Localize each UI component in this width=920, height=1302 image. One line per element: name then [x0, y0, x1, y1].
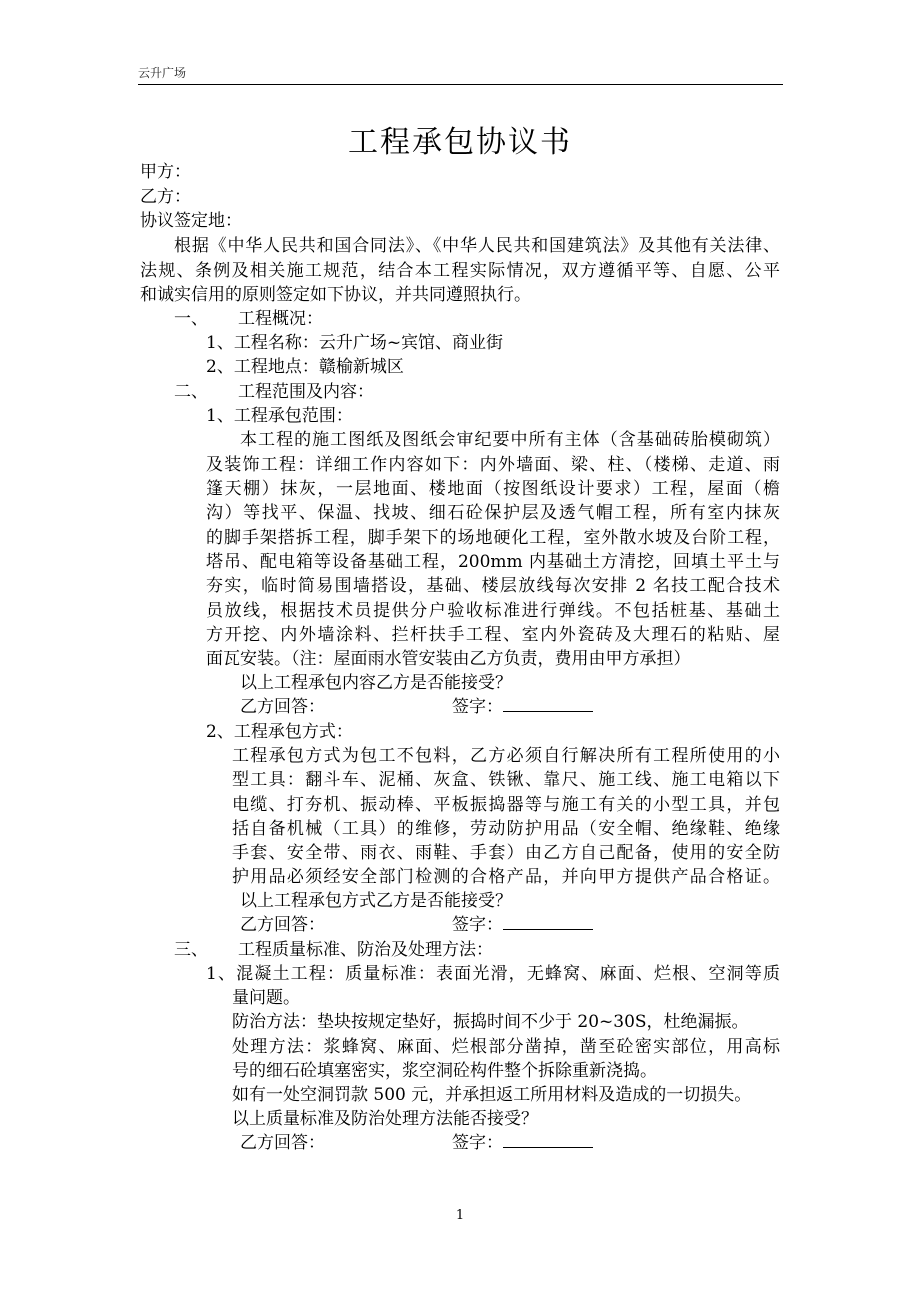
scope-line-8: 员放线，根据技术员提供分户验收标准进行弹线。不包括桩基、基础土	[206, 601, 780, 621]
section-1-number: 一、	[174, 309, 208, 329]
intro-line-1: 根据《中华人民共和国合同法》、《中华人民共和国建筑法》及其他有关法律、	[174, 236, 780, 256]
signature-line-3	[503, 1131, 593, 1148]
method-line-6: 护用品必须经安全部门检测的合格产品，并向甲方提供产品合格证。	[232, 867, 780, 887]
answer-label-1: 乙方回答：	[240, 697, 325, 717]
penalty-clause: 如有一处空洞罚款 500 元，并承担返工所用材料及造成的一切损失。	[232, 1085, 752, 1105]
party-b-label: 乙方：	[140, 187, 191, 207]
scope-line-10: 面瓦安装。（注：屋面雨水管安装由乙方负责，费用由甲方承担）	[206, 649, 691, 669]
sign-label-1: 签字：	[452, 697, 503, 717]
sign-field-1	[452, 695, 593, 719]
scope-line-7: 夯实，临时简易围墙搭设，基础、楼层放线每次安排 2 名技工配合技术	[206, 576, 780, 596]
intro-line-2: 法规、条例及相关施工规范，结合本工程实际情况，双方遵循平等、自愿、公平	[140, 261, 780, 281]
section-2-title: 工程范围及内容：	[238, 382, 374, 402]
answer-label-2: 乙方回答：	[240, 915, 325, 935]
sign-field-3	[452, 1131, 593, 1155]
page-header: 云升广场	[138, 66, 187, 80]
sign-field-2	[452, 913, 593, 937]
section-3-title: 工程质量标准、防治及处理方法：	[238, 940, 493, 960]
question-1: 以上工程承包内容乙方是否能接受？	[240, 673, 512, 693]
section-2-item-2-title: 2、工程承包方式：	[206, 722, 353, 742]
scope-line-2: 及装饰工程：详细工作内容如下：内外墙面、梁、柱、（楼梯、走道、雨	[206, 455, 780, 475]
scope-line-4: 沟）等找平、保温、找坡、细石砼保护层及透气帽工程，所有室内抹灰	[206, 503, 780, 523]
scope-line-1: 本工程的施工图纸及图纸会审纪要中所有主体（含基础砖胎模砌筑）	[240, 430, 780, 450]
concrete-standard-line-1: 1、混凝土工程：质量标准：表面光滑，无蜂窝、麻面、烂根、空洞等质	[206, 964, 780, 984]
question-2: 以上工程承包方式乙方是否能接受？	[240, 891, 512, 911]
prevention-method: 防治方法：垫块按规定垫好，振捣时间不少于 20~30S，杜绝漏振。	[232, 1012, 749, 1032]
method-line-2: 型工具：翻斗车、泥桶、灰盒、铁锹、靠尺、施工线、施工电箱以下	[232, 770, 780, 790]
scope-line-5: 的脚手架搭拆工程，脚手架下的场地硬化工程，室外散水坡及台阶工程，	[206, 528, 780, 548]
method-line-1: 工程承包方式为包工不包料，乙方必须自行解决所有工程所使用的小	[232, 746, 780, 766]
agreement-place-label: 协议签定地：	[140, 211, 242, 231]
handling-method-line-1: 处理方法：浆蜂窝、麻面、烂根部分凿掉，凿至砼密实部位，用高标	[232, 1037, 780, 1057]
header-rule	[138, 84, 783, 85]
signature-line-1	[503, 695, 593, 712]
section-3-number: 三、	[174, 940, 208, 960]
section-2-item-1-title: 1、工程承包范围：	[206, 406, 353, 426]
scope-line-6: 塔吊、配电箱等设备基础工程，200mm 内基础土方清挖，回填土平土与	[206, 552, 780, 572]
scope-line-3: 篷天棚）抹灰，一层地面、楼地面（按图纸设计要求）工程，屋面（檐	[206, 479, 780, 499]
section-2-number: 二、	[174, 382, 208, 402]
signature-line-2	[503, 913, 593, 930]
intro-line-3: 和诚实信用的原则签定如下协议，并共同遵照执行。	[140, 285, 531, 305]
sign-label-2: 签字：	[452, 915, 503, 935]
party-a-label: 甲方：	[140, 162, 191, 182]
sign-label-3: 签字：	[452, 1133, 503, 1153]
method-line-4: 括自备机械（工具）的维修，劳动防护用品（安全帽、绝缘鞋、绝缘	[232, 819, 780, 839]
method-line-5: 手套、安全带、雨衣、雨鞋、手套）由乙方自己配备，使用的安全防	[232, 843, 780, 863]
section-1-item-1: 1、工程名称：云升广场~宾馆、商业街	[206, 333, 504, 353]
section-1-item-2: 2、工程地点：赣榆新城区	[206, 357, 404, 377]
concrete-standard-line-2: 量问题。	[232, 988, 300, 1008]
scope-line-9: 方开挖、内外墙涂料、拦杆扶手工程、室内外瓷砖及大理石的粘贴、屋	[206, 625, 780, 645]
answer-label-3: 乙方回答：	[240, 1133, 325, 1153]
question-3: 以上质量标准及防治处理方法能否接受？	[232, 1109, 538, 1129]
method-line-3: 电缆、打夯机、振动棒、平板振捣器等与施工有关的小型工具，并包	[232, 795, 780, 815]
page-number: 1	[455, 1208, 465, 1223]
document-title: 工程承包协议书	[348, 125, 572, 160]
handling-method-line-2: 号的细石砼填塞密实，浆空洞砼构件整个拆除重新浇捣。	[232, 1061, 657, 1081]
section-1-title: 工程概况：	[238, 309, 323, 329]
